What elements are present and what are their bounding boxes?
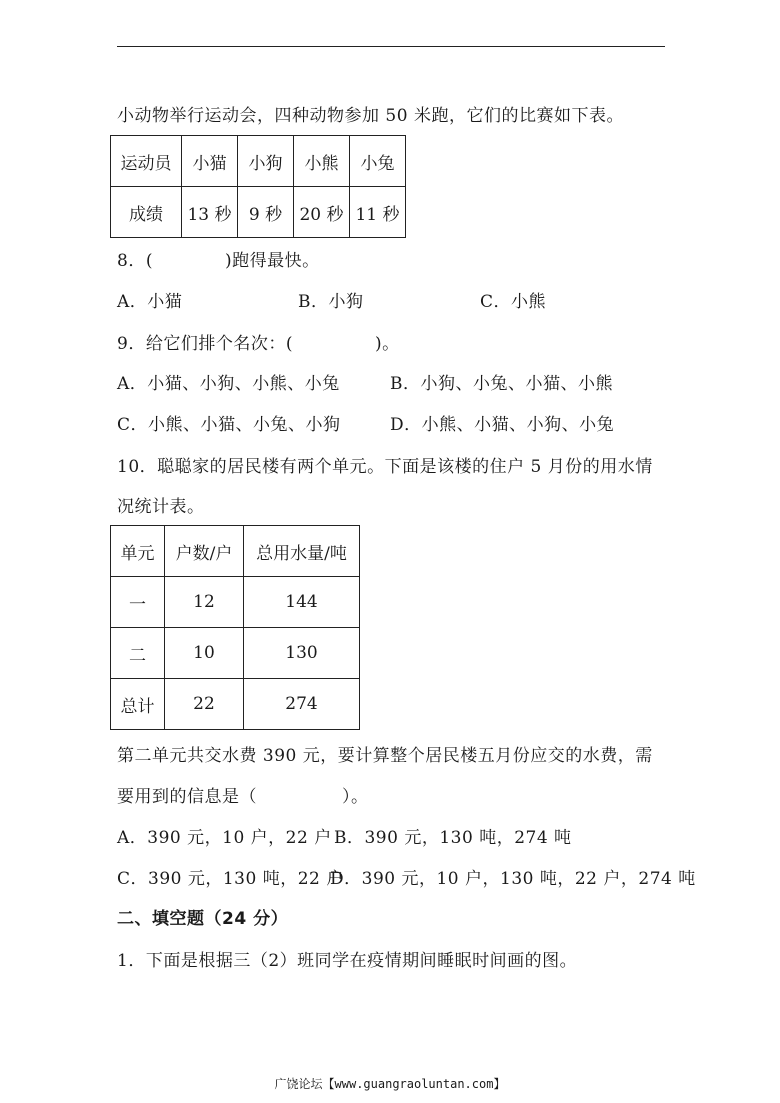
table-row: [111, 679, 360, 730]
question-10-text2: [117, 786, 369, 808]
table-header-cell: 总用水量/吨: [244, 526, 360, 577]
table-header-cell: 运动员: [111, 136, 182, 187]
q10-option-a[interactable]: A．390 元，10 户，22 户: [117, 828, 332, 848]
table-cell: 成绩: [111, 187, 182, 238]
question-9-prefix: 9．给它们排个名次：(: [117, 334, 293, 354]
water-usage-table: [110, 525, 360, 730]
q8-option-a[interactable]: A．小猫: [117, 292, 183, 312]
question-10-prefix: 要用到的信息是（: [117, 787, 257, 807]
question-9-suffix: )。: [374, 334, 400, 354]
q8-option-c[interactable]: C．小熊: [480, 292, 547, 312]
race-results-table: [110, 135, 406, 238]
q9-option-b[interactable]: B．小狗、小兔、小猫、小熊: [390, 374, 613, 394]
page-footer: 广饶论坛【www.guangraoluntan.com】: [274, 1077, 506, 1091]
q9-option-c[interactable]: C．小熊、小猫、小兔、小狗: [117, 415, 341, 435]
q10-option-b[interactable]: B．390 元，130 吨，274 吨: [334, 828, 572, 848]
section-2-heading: 二、填空题（24 分）: [117, 909, 289, 929]
table-cell: 274: [244, 679, 360, 730]
question-10-line1: 10．聪聪家的居民楼有两个单元。下面是该楼的住户 5 月份的用水情: [117, 457, 653, 477]
table-header-cell: 小狗: [238, 136, 294, 187]
question-8: [117, 250, 320, 272]
table-header-cell: 小猫: [182, 136, 238, 187]
table-cell: 144: [244, 577, 360, 628]
table-cell: 20 秒: [294, 187, 350, 238]
table-row: [111, 628, 360, 679]
q10-option-d[interactable]: D．390 元，10 户，130 吨，22 户，274 吨: [330, 869, 696, 889]
table-cell: 总计: [111, 679, 165, 730]
table-cell: 13 秒: [182, 187, 238, 238]
question-10-suffix: ）。: [342, 787, 369, 807]
table-header-cell: 小兔: [350, 136, 406, 187]
table-cell: 12: [165, 577, 244, 628]
table-header-cell: 户数/户: [165, 526, 244, 577]
q9-option-a[interactable]: A．小猫、小狗、小熊、小兔: [117, 374, 340, 394]
table-row: [111, 187, 406, 238]
question-8-prefix: 8．(: [117, 251, 153, 271]
question-10-line2: 况统计表。: [117, 497, 205, 517]
question-10-text1: 第二单元共交水费 390 元，要计算整个居民楼五月份应交的水费，需: [117, 746, 653, 766]
q8-option-b[interactable]: B．小狗: [298, 292, 364, 312]
table-cell: 9 秒: [238, 187, 294, 238]
question-8-suffix: )跑得最快。: [224, 251, 320, 271]
intro-text: 小动物举行运动会，四种动物参加 50 米跑，它们的比赛如下表。: [117, 106, 624, 126]
fill-question-1: 1．下面是根据三（2）班同学在疫情期间睡眠时间画的图。: [117, 951, 578, 971]
header-rule: [117, 46, 665, 47]
table-cell: 130: [244, 628, 360, 679]
table-row: [111, 526, 360, 577]
table-cell: 10: [165, 628, 244, 679]
table-row: [111, 577, 360, 628]
table-header-cell: 小熊: [294, 136, 350, 187]
table-header-cell: 单元: [111, 526, 165, 577]
table-cell: 二: [111, 628, 165, 679]
q10-option-c[interactable]: C．390 元，130 吨，22 户: [117, 869, 344, 889]
q9-option-d[interactable]: D．小熊、小猫、小狗、小兔: [390, 415, 615, 435]
table-cell: 22: [165, 679, 244, 730]
table-row: [111, 136, 406, 187]
table-cell: 一: [111, 577, 165, 628]
table-cell: 11 秒: [350, 187, 406, 238]
question-9: [117, 333, 400, 355]
